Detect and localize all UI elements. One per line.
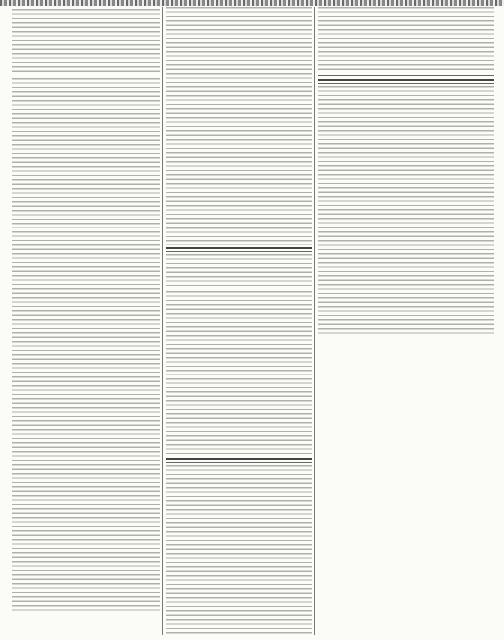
text-block — [318, 7, 494, 73]
section-rule — [318, 83, 494, 84]
text-block — [166, 378, 312, 456]
column-1 — [12, 7, 160, 635]
column-rule — [162, 7, 163, 635]
section-rule — [166, 458, 312, 460]
text-block — [12, 9, 160, 75]
section-rule — [166, 462, 312, 463]
section-rule — [166, 251, 312, 252]
text-block — [12, 78, 160, 228]
section-rule — [318, 75, 494, 76]
text-block — [166, 291, 312, 375]
column-3 — [318, 7, 494, 635]
text-block — [166, 7, 312, 245]
text-block — [166, 254, 312, 288]
text-block — [318, 86, 494, 336]
text-block — [12, 231, 160, 611]
column-rule — [314, 7, 315, 635]
section-rule — [166, 247, 312, 249]
top-border-strip — [0, 0, 504, 6]
text-block — [166, 465, 312, 635]
column-2 — [166, 7, 312, 635]
section-rule — [318, 79, 494, 81]
